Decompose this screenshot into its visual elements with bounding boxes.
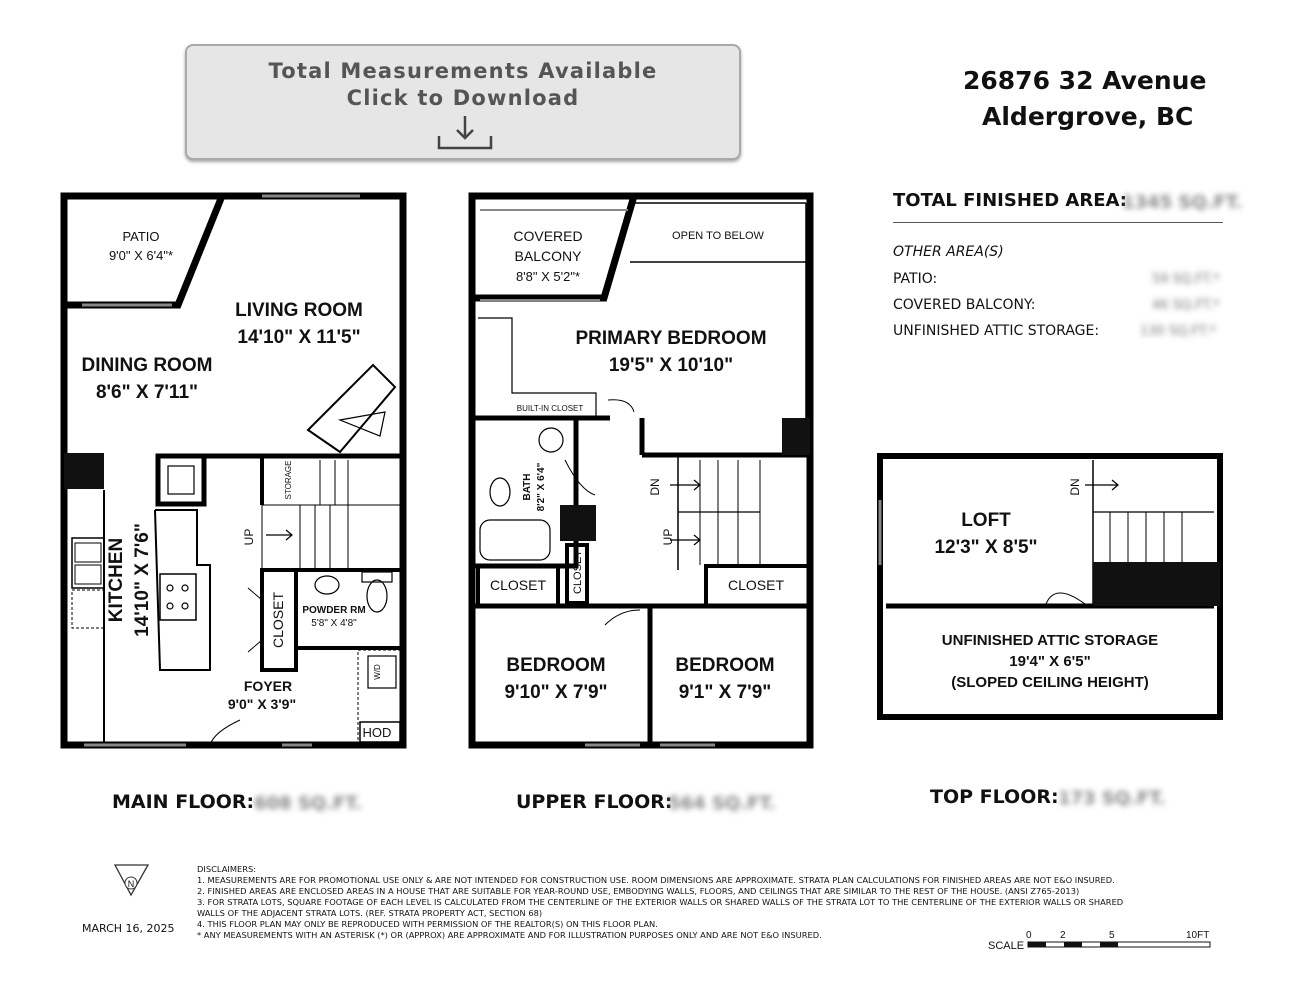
bedroom1-name: BEDROOM — [506, 655, 606, 676]
patio-area-label: PATIO: — [893, 271, 938, 287]
attic-dims: 19'4" X 6'5" — [1009, 653, 1091, 670]
patio-dims: 9'0" X 6'4"* — [108, 248, 174, 263]
main-up-label: UP — [242, 528, 256, 546]
main-floor-plan — [64, 196, 403, 745]
plan-date: MARCH 16, 2025 — [82, 922, 175, 935]
foyer-name: FOYER — [243, 678, 293, 694]
living-room-name: LIVING ROOM — [235, 300, 363, 321]
scale-label: SCALE — [988, 940, 1025, 952]
upper-dn-label: DN — [648, 478, 662, 496]
balcony-name2: BALCONY — [514, 248, 582, 264]
dining-room-dims: 8'6" X 7'11" — [95, 382, 199, 403]
upper-floor-area: 564 SQ.FT. — [668, 793, 776, 814]
disclaimer-5: * ANY MEASUREMENTS WITH AN ASTERISK (*) OR (APPROX) ARE APPROXIMATE AND FOR ILLUSTRATION PURPOSES ONLY AND ARE NOT E&O INSURED. — [197, 930, 822, 940]
patio-area-value: 59 SQ.FT.* — [1152, 272, 1220, 287]
patio-name: PATIO — [122, 229, 160, 244]
balcony-area-value: 46 SQ.FT.* — [1152, 298, 1220, 313]
storage-label: STORAGE — [284, 460, 293, 500]
total-finished-area-value: 1345 SQ.FT. — [1122, 192, 1243, 213]
attic-area-label: UNFINISHED ATTIC STORAGE: — [893, 323, 1100, 339]
disclaimer-2: 2. FINISHED AREAS ARE ENCLOSED AREAS IN A HOUSE THAT ARE SUITABLE FOR YEAR-ROUND USE, EMBODYING WALLS, FLOORS, AND CEILINGS THAT ARE SIMILAR TO THE REST OF THE HOUSE. (ANSI Z765-2013) — [197, 886, 1080, 896]
bedroom2-name: BEDROOM — [675, 655, 775, 676]
builtin-closet-label: BUILT-IN CLOSET — [516, 404, 584, 413]
north-arrow-icon — [115, 865, 148, 895]
upper-floor-label: UPPER FLOOR: — [516, 791, 673, 813]
upper-up-label: UP — [661, 528, 675, 546]
balcony-area-label: COVERED BALCONY: — [893, 297, 1036, 313]
scale-tick-0: 0 — [1026, 930, 1032, 941]
download-banner-line1: Total Measurements Available — [268, 59, 658, 83]
closet-right-label: CLOSET — [727, 577, 785, 593]
address-line1: 26876 32 Avenue — [963, 66, 1207, 95]
scale-tick-5: 5 — [1109, 930, 1115, 941]
attic-note: (SLOPED CEILING HEIGHT) — [951, 674, 1149, 691]
wd-label: W/D — [373, 664, 382, 680]
bedroom2-dims: 9'1" X 7'9" — [678, 682, 772, 703]
north-label: N — [127, 879, 135, 889]
primary-bedroom-dims: 19'5" X 10'10" — [608, 355, 734, 376]
loft-name: LOFT — [961, 510, 1011, 531]
scale-tick-10: 10FT — [1186, 930, 1210, 941]
scale-tick-2: 2 — [1060, 930, 1066, 941]
bath-dims: 8'2" X 6'4" — [536, 462, 547, 512]
other-areas-header: OTHER AREA(S) — [893, 244, 1004, 260]
balcony-dims: 8'8" X 5'2"* — [515, 269, 581, 284]
open-to-below-label: OPEN TO BELOW — [672, 230, 764, 242]
living-room-dims: 14'10" X 11'5" — [237, 327, 361, 348]
top-dn-label: DN — [1068, 478, 1082, 496]
closet-left-label: CLOSET — [489, 577, 547, 593]
bath-closet-label: CLOSET — [572, 549, 584, 595]
foyer-dims: 9'0" X 3'9" — [227, 696, 297, 712]
kitchen-dims: 14'10" X 7'6" — [132, 523, 153, 637]
main-floor-area: 608 SQ.FT. — [254, 793, 362, 814]
attic-name: UNFINISHED ATTIC STORAGE — [941, 632, 1159, 649]
download-banner-line2: Click to Download — [346, 86, 580, 110]
main-closet-label: CLOSET — [270, 591, 286, 649]
address-line2: Aldergrove, BC — [982, 102, 1194, 131]
attic-area-value: 130 SQ.FT.* — [1140, 324, 1216, 339]
top-floor-label: TOP FLOOR: — [930, 786, 1059, 808]
kitchen-name: KITCHEN — [106, 537, 127, 623]
primary-bedroom-name: PRIMARY BEDROOM — [575, 328, 767, 349]
powder-room-dims: 5'8" X 4'8" — [311, 618, 357, 629]
main-floor-label: MAIN FLOOR: — [112, 791, 255, 813]
disclaimer-4: 4. THIS FLOOR PLAN MAY ONLY BE REPRODUCED WITH PERMISSION OF THE REALTOR(S) ON THIS FLOOR PLAN. — [197, 919, 658, 929]
powder-room-name: POWDER RM — [302, 605, 366, 616]
disclaimers — [197, 864, 1132, 941]
top-floor-area: 173 SQ.FT. — [1058, 788, 1166, 809]
bath-name: BATH — [522, 473, 533, 501]
disclaimer-1: 1. MEASUREMENTS ARE FOR PROMOTIONAL USE ONLY & ARE NOT INTENDED FOR CONSTRUCTION USE. ROOM DIMENSIONS ARE APPROXIMATE. STRATA PLAN CALCULATIONS FOR FINISHED AREAS ARE NOT E&O INSURED. — [197, 875, 1115, 885]
disclaimer-header: DISCLAIMERS: — [197, 864, 257, 874]
hod-label: HOD — [362, 725, 392, 740]
bedroom1-dims: 9'10" X 7'9" — [504, 682, 608, 703]
balcony-name1: COVERED — [513, 228, 583, 244]
dining-room-name: DINING ROOM — [81, 355, 213, 376]
total-finished-area-label: TOTAL FINISHED AREA: — [893, 190, 1127, 211]
disclaimer-3: 3. FOR STRATA LOTS, SQUARE FOOTAGE OF EACH LEVEL IS CALCULATED FROM THE CENTERLINE OF THE EXTERIOR WALLS OR SHARED WALLS OF THE STRATA LOT TO THE CENTERLINE OF THE EXTERIOR WALLS OR SHARED WALLS OF THE ADJACENT STRATA LOTS. (REF. STRATA PROPERTY ACT, SECTION 68) — [197, 897, 1124, 918]
loft-dims: 12'3" X 8'5" — [934, 537, 1038, 558]
